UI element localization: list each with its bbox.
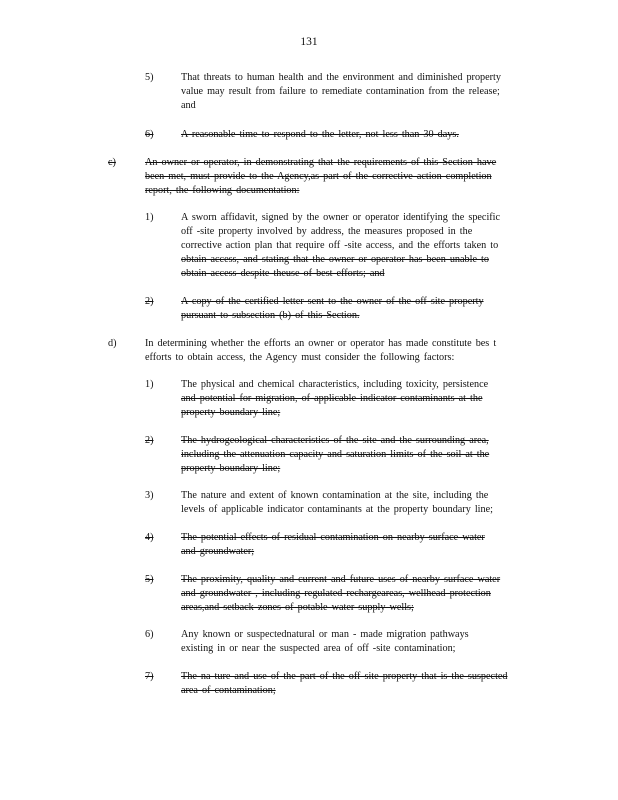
item-line: property boundary line; [181, 407, 281, 418]
item-line: That threats to human health and the environment and diminished property [181, 72, 501, 83]
item-line: The na ture and use of the part of the off site property that is the suspected [181, 671, 508, 682]
item-line: obtain access despite theuse of best efforts; and [181, 268, 385, 279]
item-line: An owner or operator, in demonstrating that the requirements of this Section have [145, 157, 497, 168]
item-line: A copy of the certified letter sent to the owner of the off site property [181, 296, 484, 307]
item-line: including the attenuation capacity and saturation limits of the soil at the [181, 449, 490, 460]
item-line: The nature and extent of known contamination at the site, including the [181, 490, 489, 501]
item-line: off -site property involved by address, the measures proposed in the [181, 226, 473, 237]
item-label: 5) [145, 574, 154, 585]
item-line: area of contamination; [181, 685, 276, 696]
item-line: property boundary line; [181, 463, 281, 474]
item-label: c) [108, 157, 116, 168]
item-line: In determining whether the efforts an owner or operator has made constitute bes t [145, 338, 497, 349]
item-label: 2) [145, 435, 154, 446]
item-line: The hydrogeological characteristics of the site and the surrounding area, [181, 435, 489, 446]
item-line: and potential for migration, of applicable indicator contaminants at the [181, 393, 483, 404]
item-line: value may result from failure to remediate contamination from the release; [181, 86, 500, 97]
item-line: efforts to obtain access, the Agency must consider the following factors: [145, 352, 455, 363]
item-line: The potential effects of residual contamination on nearby surface water [181, 532, 485, 543]
item-label: 2) [145, 296, 154, 307]
item-line: report, the following documentation: [145, 185, 300, 196]
item-line: and [181, 100, 196, 111]
item-line: A reasonable time to respond to the letter, not less than 30 days. [181, 129, 459, 140]
item-line: obtain access, and stating that the owner or operator has been unable to [181, 254, 489, 265]
item-line: Any known or suspectednatural or man - made migration pathways [181, 629, 469, 640]
item-line: and groundwater; [181, 546, 255, 557]
item-line: areas,and setback zones of potable water supply wells; [181, 602, 414, 613]
item-line: A sworn affidavit, signed by the owner or operator identifying the specific [181, 212, 501, 223]
item-line: The physical and chemical characteristics, including toxicity, persistence [181, 379, 489, 390]
item-label: 1) [145, 379, 154, 390]
item-label: 3) [145, 490, 154, 501]
item-label: 6) [145, 629, 154, 640]
item-label: 1) [145, 212, 154, 223]
item-line: levels of applicable indicator contaminants at the property boundary line; [181, 504, 493, 515]
item-label: 6) [145, 129, 154, 140]
item-line: existing in or near the suspected area of off -site contamination; [181, 643, 456, 654]
item-label: 4) [145, 532, 154, 543]
item-line: corrective action plan that require off -site access, and the efforts taken to [181, 240, 499, 251]
item-line: been met, must provide to the Agency,as part of the corrective action completion [145, 171, 492, 182]
item-label: d) [108, 338, 117, 349]
item-line: The proximity, quality and current and future uses of nearby surface water [181, 574, 501, 585]
item-label: 5) [145, 72, 154, 83]
item-label: 7) [145, 671, 154, 682]
page-number: 131 [300, 36, 318, 48]
item-line: pursuant to subsection (b) of this Section. [181, 310, 360, 321]
item-line: and groundwater , including regulated rechargeareas, wellhead protection [181, 588, 491, 599]
